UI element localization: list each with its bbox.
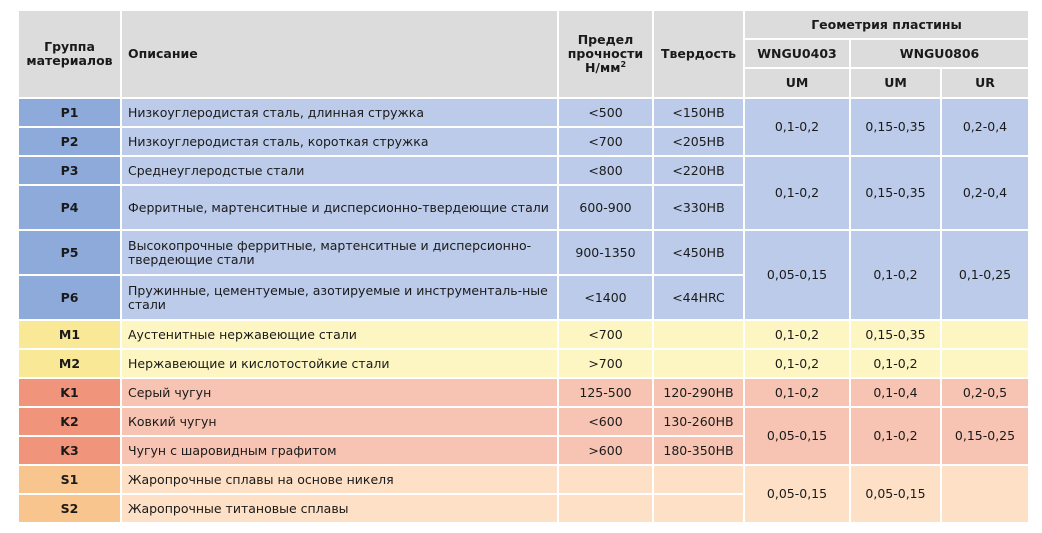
group-code: M2 [18,349,121,378]
strength-value: >700 [558,349,653,378]
geometry-um-0806: 0,05-0,15 [850,465,941,523]
hardness-value: <330HB [653,185,744,230]
table-row [18,98,1029,127]
geometry-um-0403: 0,05-0,15 [744,465,850,523]
strength-value: <700 [558,320,653,349]
material-description: Низкоуглеродистая сталь, длинная стружка [121,98,558,127]
geometry-um-0806: 0,1-0,4 [850,378,941,407]
hardness-value [653,465,744,494]
hardness-value: 180-350HB [653,436,744,465]
group-code: P4 [18,185,121,230]
header-um-0806: UM [850,68,941,98]
geometry-um-0403: 0,1-0,2 [744,349,850,378]
strength-value: 900-1350 [558,230,653,275]
header-strength-unit-sup: 2 [620,59,627,69]
cutting-data-table [17,9,1030,524]
geometry-ur-0806: 0,2-0,4 [941,98,1029,156]
hardness-value: 120-290HB [653,378,744,407]
group-code: P2 [18,127,121,156]
hardness-value: <205HB [653,127,744,156]
geometry-um-0403: 0,1-0,2 [744,320,850,349]
strength-value: <600 [558,407,653,436]
hardness-value: <150HB [653,98,744,127]
table-row [18,465,1029,494]
header-hardness: Твердость [653,10,744,98]
header-strength [558,10,653,98]
group-code: P5 [18,230,121,275]
strength-value: 600-900 [558,185,653,230]
strength-value: 125-500 [558,378,653,407]
group-code: P6 [18,275,121,320]
strength-value: <1400 [558,275,653,320]
group-code: K2 [18,407,121,436]
geometry-um-0806: 0,1-0,2 [850,230,941,320]
geometry-ur-0806: 0,2-0,5 [941,378,1029,407]
strength-value: >600 [558,436,653,465]
hardness-value [653,320,744,349]
material-description: Среднеуглеродстые стали [121,156,558,185]
material-description: Аустенитные нержавеющие стали [121,320,558,349]
group-code: M1 [18,320,121,349]
table-row [18,320,1029,349]
material-description: Нержавеющие и кислотостойкие стали [121,349,558,378]
hardness-value [653,349,744,378]
geometry-um-0806: 0,1-0,2 [850,407,941,465]
hardness-value: <44HRC [653,275,744,320]
geometry-ur-0806: 0,15-0,25 [941,407,1029,465]
geometry-ur-0806 [941,465,1029,523]
material-description: Низкоуглеродистая сталь, короткая стружка [121,127,558,156]
header-strength-label: Предел прочности [567,32,644,61]
hardness-value: <450HB [653,230,744,275]
strength-value: <500 [558,98,653,127]
strength-value: <700 [558,127,653,156]
geometry-ur-0806 [941,320,1029,349]
header-group: Группа материалов [18,10,121,98]
strength-value [558,465,653,494]
geometry-um-0806: 0,15-0,35 [850,156,941,230]
material-description: Высокопрочные ферритные, мартенситные и дисперсионно-твердеющие стали [121,230,558,275]
geometry-um-0806: 0,15-0,35 [850,320,941,349]
header-geometry: Геометрия пластины [744,10,1029,39]
strength-value [558,494,653,523]
group-code: K3 [18,436,121,465]
geometry-ur-0806 [941,349,1029,378]
header-ur-0806: UR [941,68,1029,98]
material-description: Ферритные, мартенситные и дисперсионно-твердеющие стали [121,185,558,230]
material-description: Жаропрочные сплавы на основе никеля [121,465,558,494]
header-wngu0403: WNGU0403 [744,39,850,68]
header-um-0403: UM [744,68,850,98]
table-row [18,349,1029,378]
hardness-value: 130-260HB [653,407,744,436]
material-description: Жаропрочные титановые сплавы [121,494,558,523]
hardness-value: <220HB [653,156,744,185]
hardness-value [653,494,744,523]
table-row [18,230,1029,275]
group-code: S1 [18,465,121,494]
geometry-um-0403: 0,1-0,2 [744,156,850,230]
header-wngu0806: WNGU0806 [850,39,1029,68]
geometry-um-0403: 0,1-0,2 [744,378,850,407]
material-description: Ковкий чугун [121,407,558,436]
header-description: Описание [121,10,558,98]
strength-value: <800 [558,156,653,185]
group-code: K1 [18,378,121,407]
group-code: P3 [18,156,121,185]
geometry-um-0403: 0,05-0,15 [744,230,850,320]
material-description: Чугун с шаровидным графитом [121,436,558,465]
table-row [18,156,1029,185]
geometry-um-0403: 0,05-0,15 [744,407,850,465]
group-code: S2 [18,494,121,523]
geometry-um-0806: 0,15-0,35 [850,98,941,156]
geometry-ur-0806: 0,1-0,25 [941,230,1029,320]
geometry-ur-0806: 0,2-0,4 [941,156,1029,230]
table-row [18,378,1029,407]
geometry-um-0806: 0,1-0,2 [850,349,941,378]
group-code: P1 [18,98,121,127]
material-description: Пружинные, цементуемые, азотируемые и инструменталь-ные стали [121,275,558,320]
material-description: Серый чугун [121,378,558,407]
table-row [18,407,1029,436]
geometry-um-0403: 0,1-0,2 [744,98,850,156]
header-strength-unit: Н/мм [584,60,621,75]
